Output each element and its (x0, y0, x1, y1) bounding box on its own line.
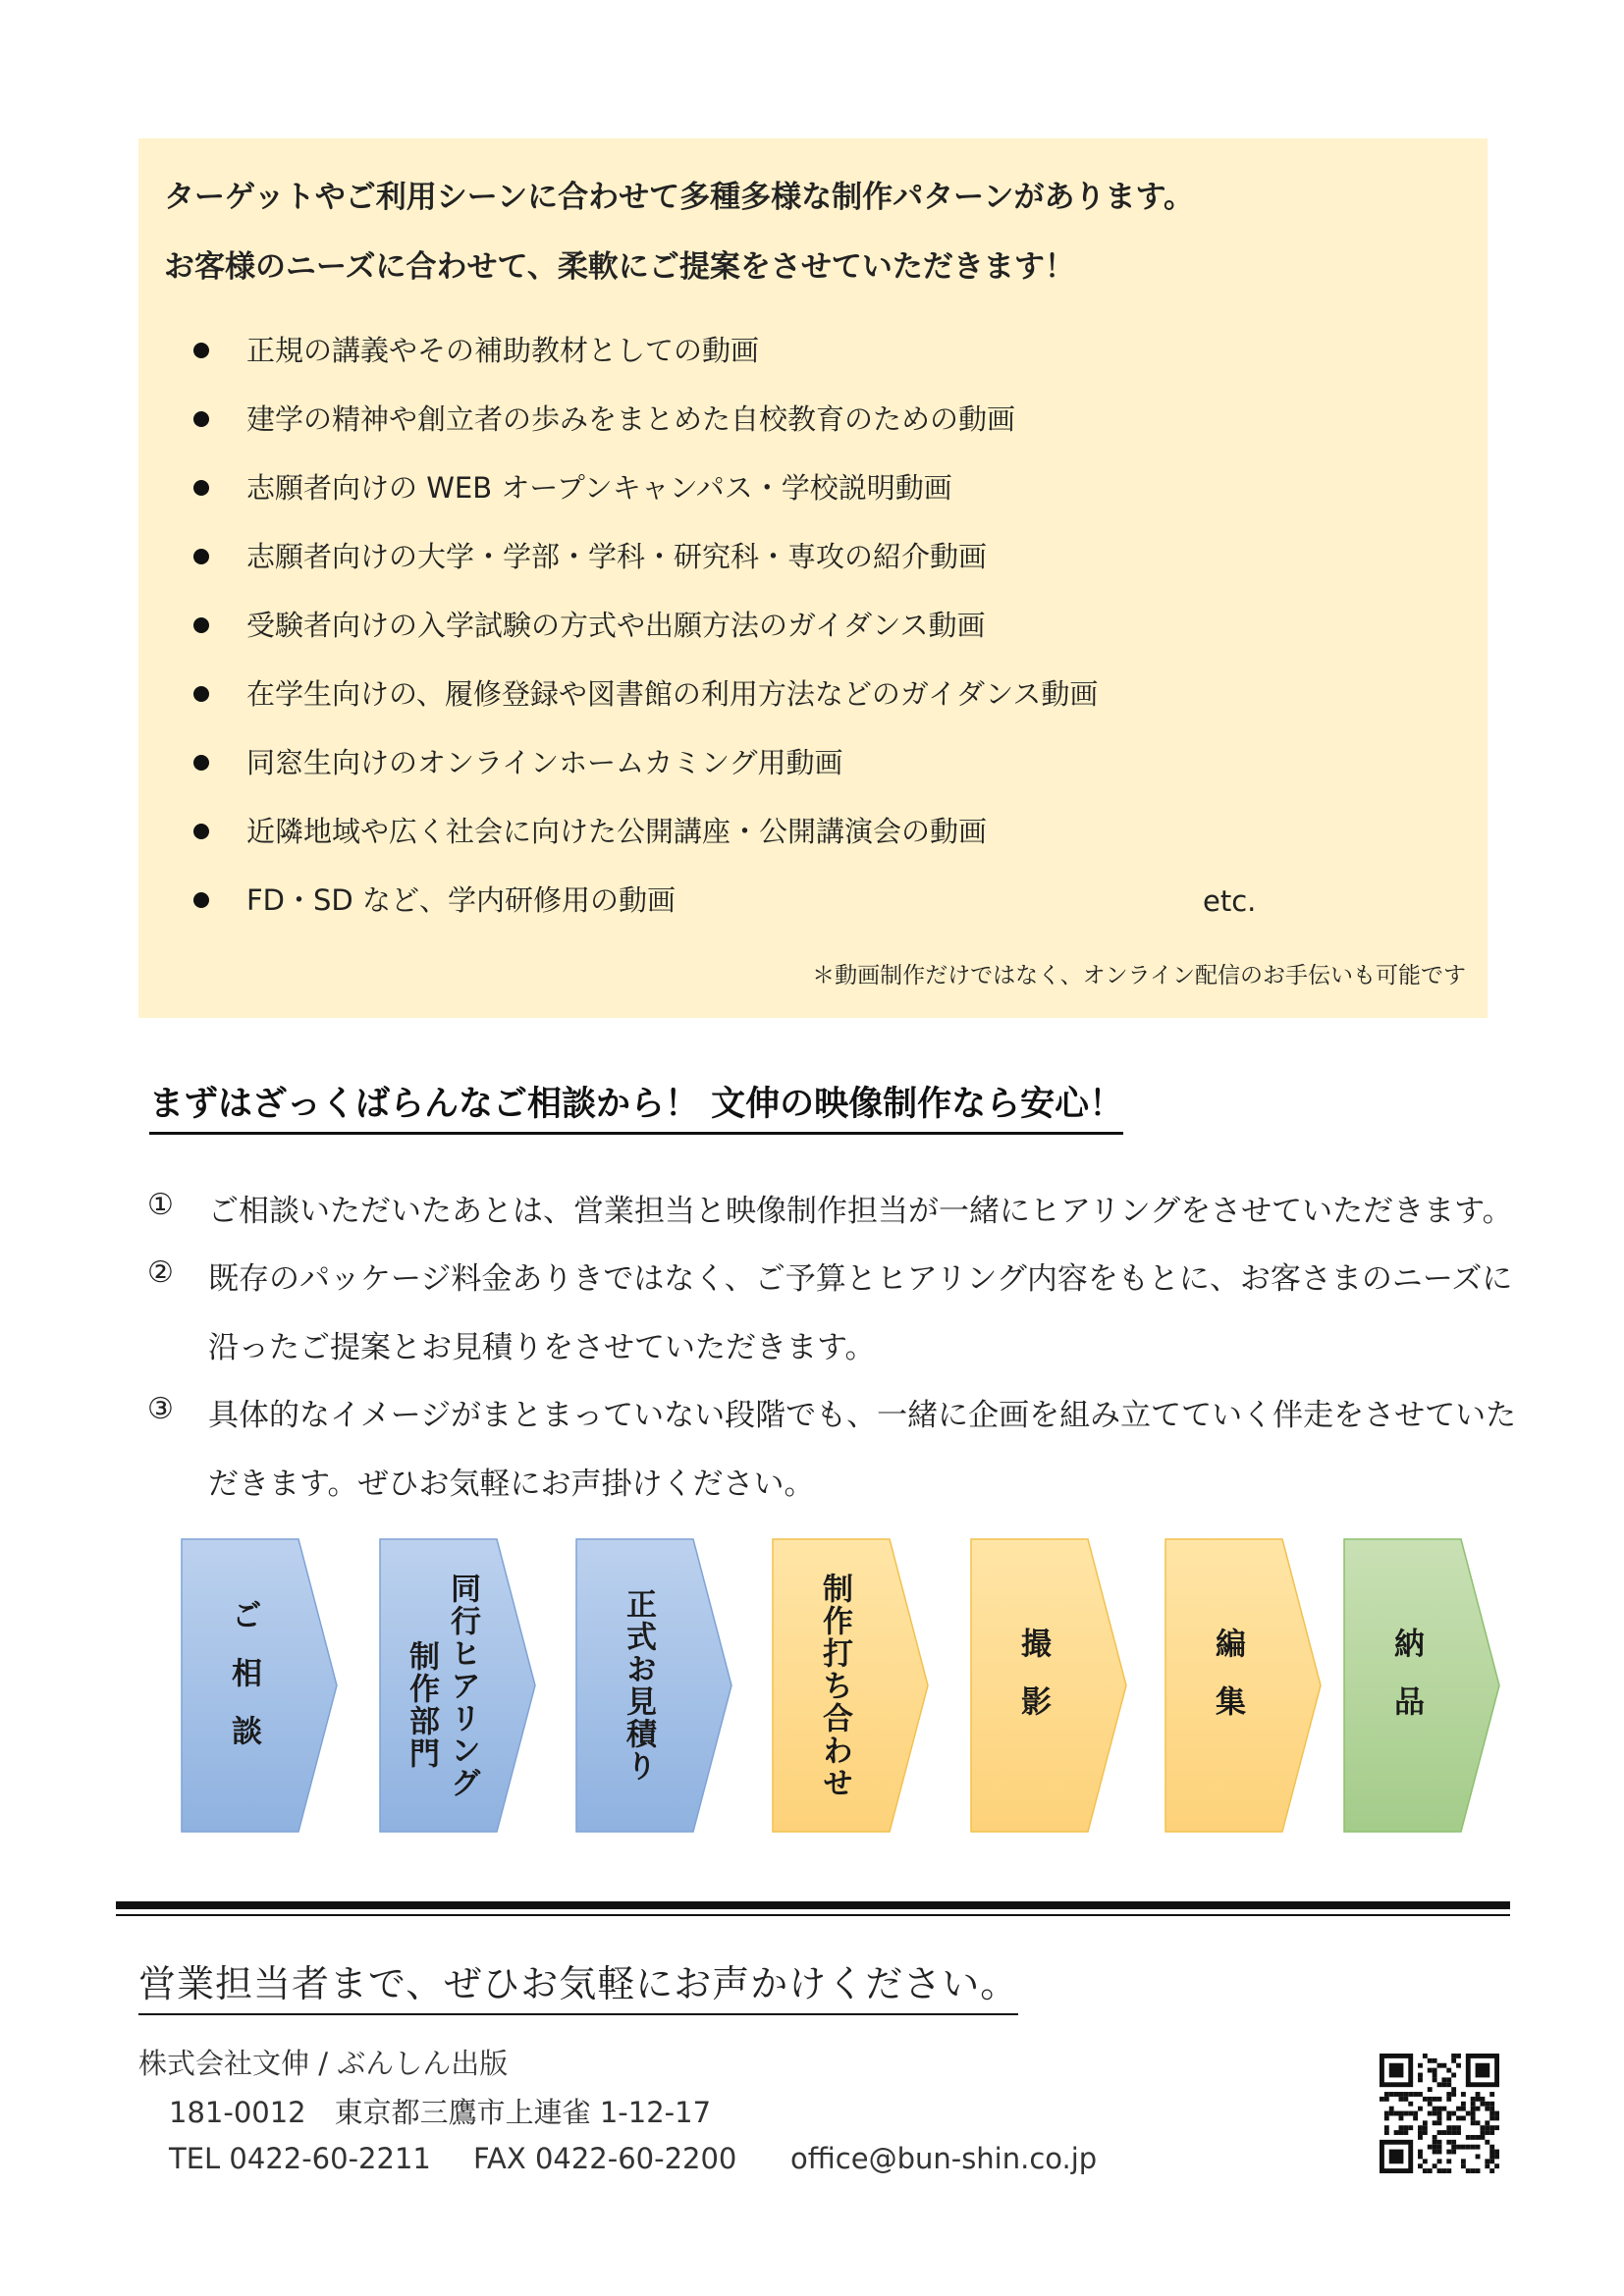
list-item: FD・SD など、学内研修用の動画 (138, 879, 1488, 947)
list-item: 受験者向けの入学試験の方式や出願方法のガイダンス動画 (138, 604, 1488, 672)
flow-step-delivery (1343, 1538, 1500, 1833)
bullet-icon (193, 892, 209, 908)
flow-step-sublabel: 制作部門 (404, 1640, 439, 1770)
point-number-3: ③ (147, 1392, 174, 1426)
section-heading: まずはざっくばらんなご相談から！ 文伸の映像制作なら安心！ (149, 1077, 1123, 1135)
list-item: 建学の精神や創立者の歩みをまとめた自校教育のための動画 (138, 398, 1488, 466)
flow-step-planning (772, 1538, 929, 1833)
flow-step-hearing (379, 1538, 536, 1833)
bullet-icon (193, 549, 209, 564)
bullet-icon (193, 755, 209, 771)
flow-step-label: 撮影 (1015, 1628, 1051, 1743)
phone-number: TEL 0422-60-2211 (169, 2142, 431, 2175)
bullet-icon (193, 686, 209, 702)
list-item: 志願者向けの WEB オープンキャンパス・学校説明動画 (138, 466, 1488, 535)
company-address: 181-0012 東京都三鷹市上連雀 1-12-17 (169, 2096, 712, 2129)
use-case-list (138, 329, 1488, 947)
flow-step-label: 同行ヒアリング (445, 1572, 480, 1799)
delivery-note: ＊動画制作だけではなく、オンライン配信のお手伝いも可能です (812, 963, 1466, 988)
point-3-line-2: だきます。ぜひお気軽にお声掛けください。 (208, 1467, 815, 1502)
intro-line-1: ターゲットやご利用シーンに合わせて多種多様な制作パターンがあります。 (164, 180, 1195, 215)
fax-number: FAX 0422-60-2200 (473, 2142, 737, 2175)
process-flow (0, 1538, 1624, 1833)
bullet-icon (193, 480, 209, 496)
list-item: 在学生向けの、履修登録や図書館の利用方法などのガイダンス動画 (138, 672, 1488, 741)
flow-step-label: 編集 (1210, 1628, 1245, 1743)
list-item: 同窓生向けのオンラインホームカミング用動画 (138, 741, 1488, 810)
list-item: 正規の講義やその補助教材としての動画 (138, 329, 1488, 398)
point-2-line-2: 沿ったご提案とお見積りをさせていただきます。 (208, 1330, 876, 1365)
point-3-line-1: 具体的なイメージがまとまっていない段階でも、一緒に企画を組み立てていく伴走をさせていた (208, 1398, 1517, 1433)
intro-line-2: お客様のニーズに合わせて、柔軟にご提案をさせていただきます！ (164, 249, 1075, 285)
flow-step-label: 正式お見積り (621, 1588, 656, 1783)
email-link[interactable]: office@bun-shin.co.jp (790, 2142, 1098, 2175)
flow-step-estimate (575, 1538, 732, 1833)
contact-title: 営業担当者まで、ぜひお気軽にお声かけください。 (138, 1953, 1018, 2015)
qr-code-icon[interactable] (1380, 2054, 1499, 2173)
bullet-icon (193, 343, 209, 358)
company-name: 株式会社文伸 / ぶんしん出版 (138, 2047, 509, 2080)
flow-step-label: 納品 (1388, 1628, 1424, 1743)
bullet-icon (193, 824, 209, 839)
flow-step-consultation (181, 1538, 338, 1833)
flow-step-label: ご相談 (226, 1598, 261, 1773)
bullet-icon (193, 411, 209, 427)
point-number-1: ① (147, 1188, 174, 1222)
flow-step-editing (1164, 1538, 1322, 1833)
flow-step-shooting (970, 1538, 1127, 1833)
intro-panel (138, 138, 1488, 1018)
list-item: 志願者向けの大学・学部・学科・研究科・専攻の紹介動画 (138, 535, 1488, 604)
point-2-line-1: 既存のパッケージ料金ありきではなく、ご予算とヒアリング内容をもとに、お客さまのニーズに (208, 1261, 1513, 1297)
point-1-line-1: ご相談いただいたあとは、営業担当と映像制作担当が一緒にヒアリングをさせていただきます。 (208, 1194, 1513, 1229)
bullet-icon (193, 617, 209, 633)
etc-label: etc. (1203, 884, 1257, 918)
footer-divider-thin (116, 1914, 1510, 1916)
point-number-2: ② (147, 1255, 174, 1290)
footer-divider-thick (116, 1901, 1510, 1909)
list-item: 近隣地域や広く社会に向けた公開講座・公開講演会の動画 (138, 810, 1488, 879)
flow-step-label: 制作打ち合わせ (817, 1572, 852, 1799)
